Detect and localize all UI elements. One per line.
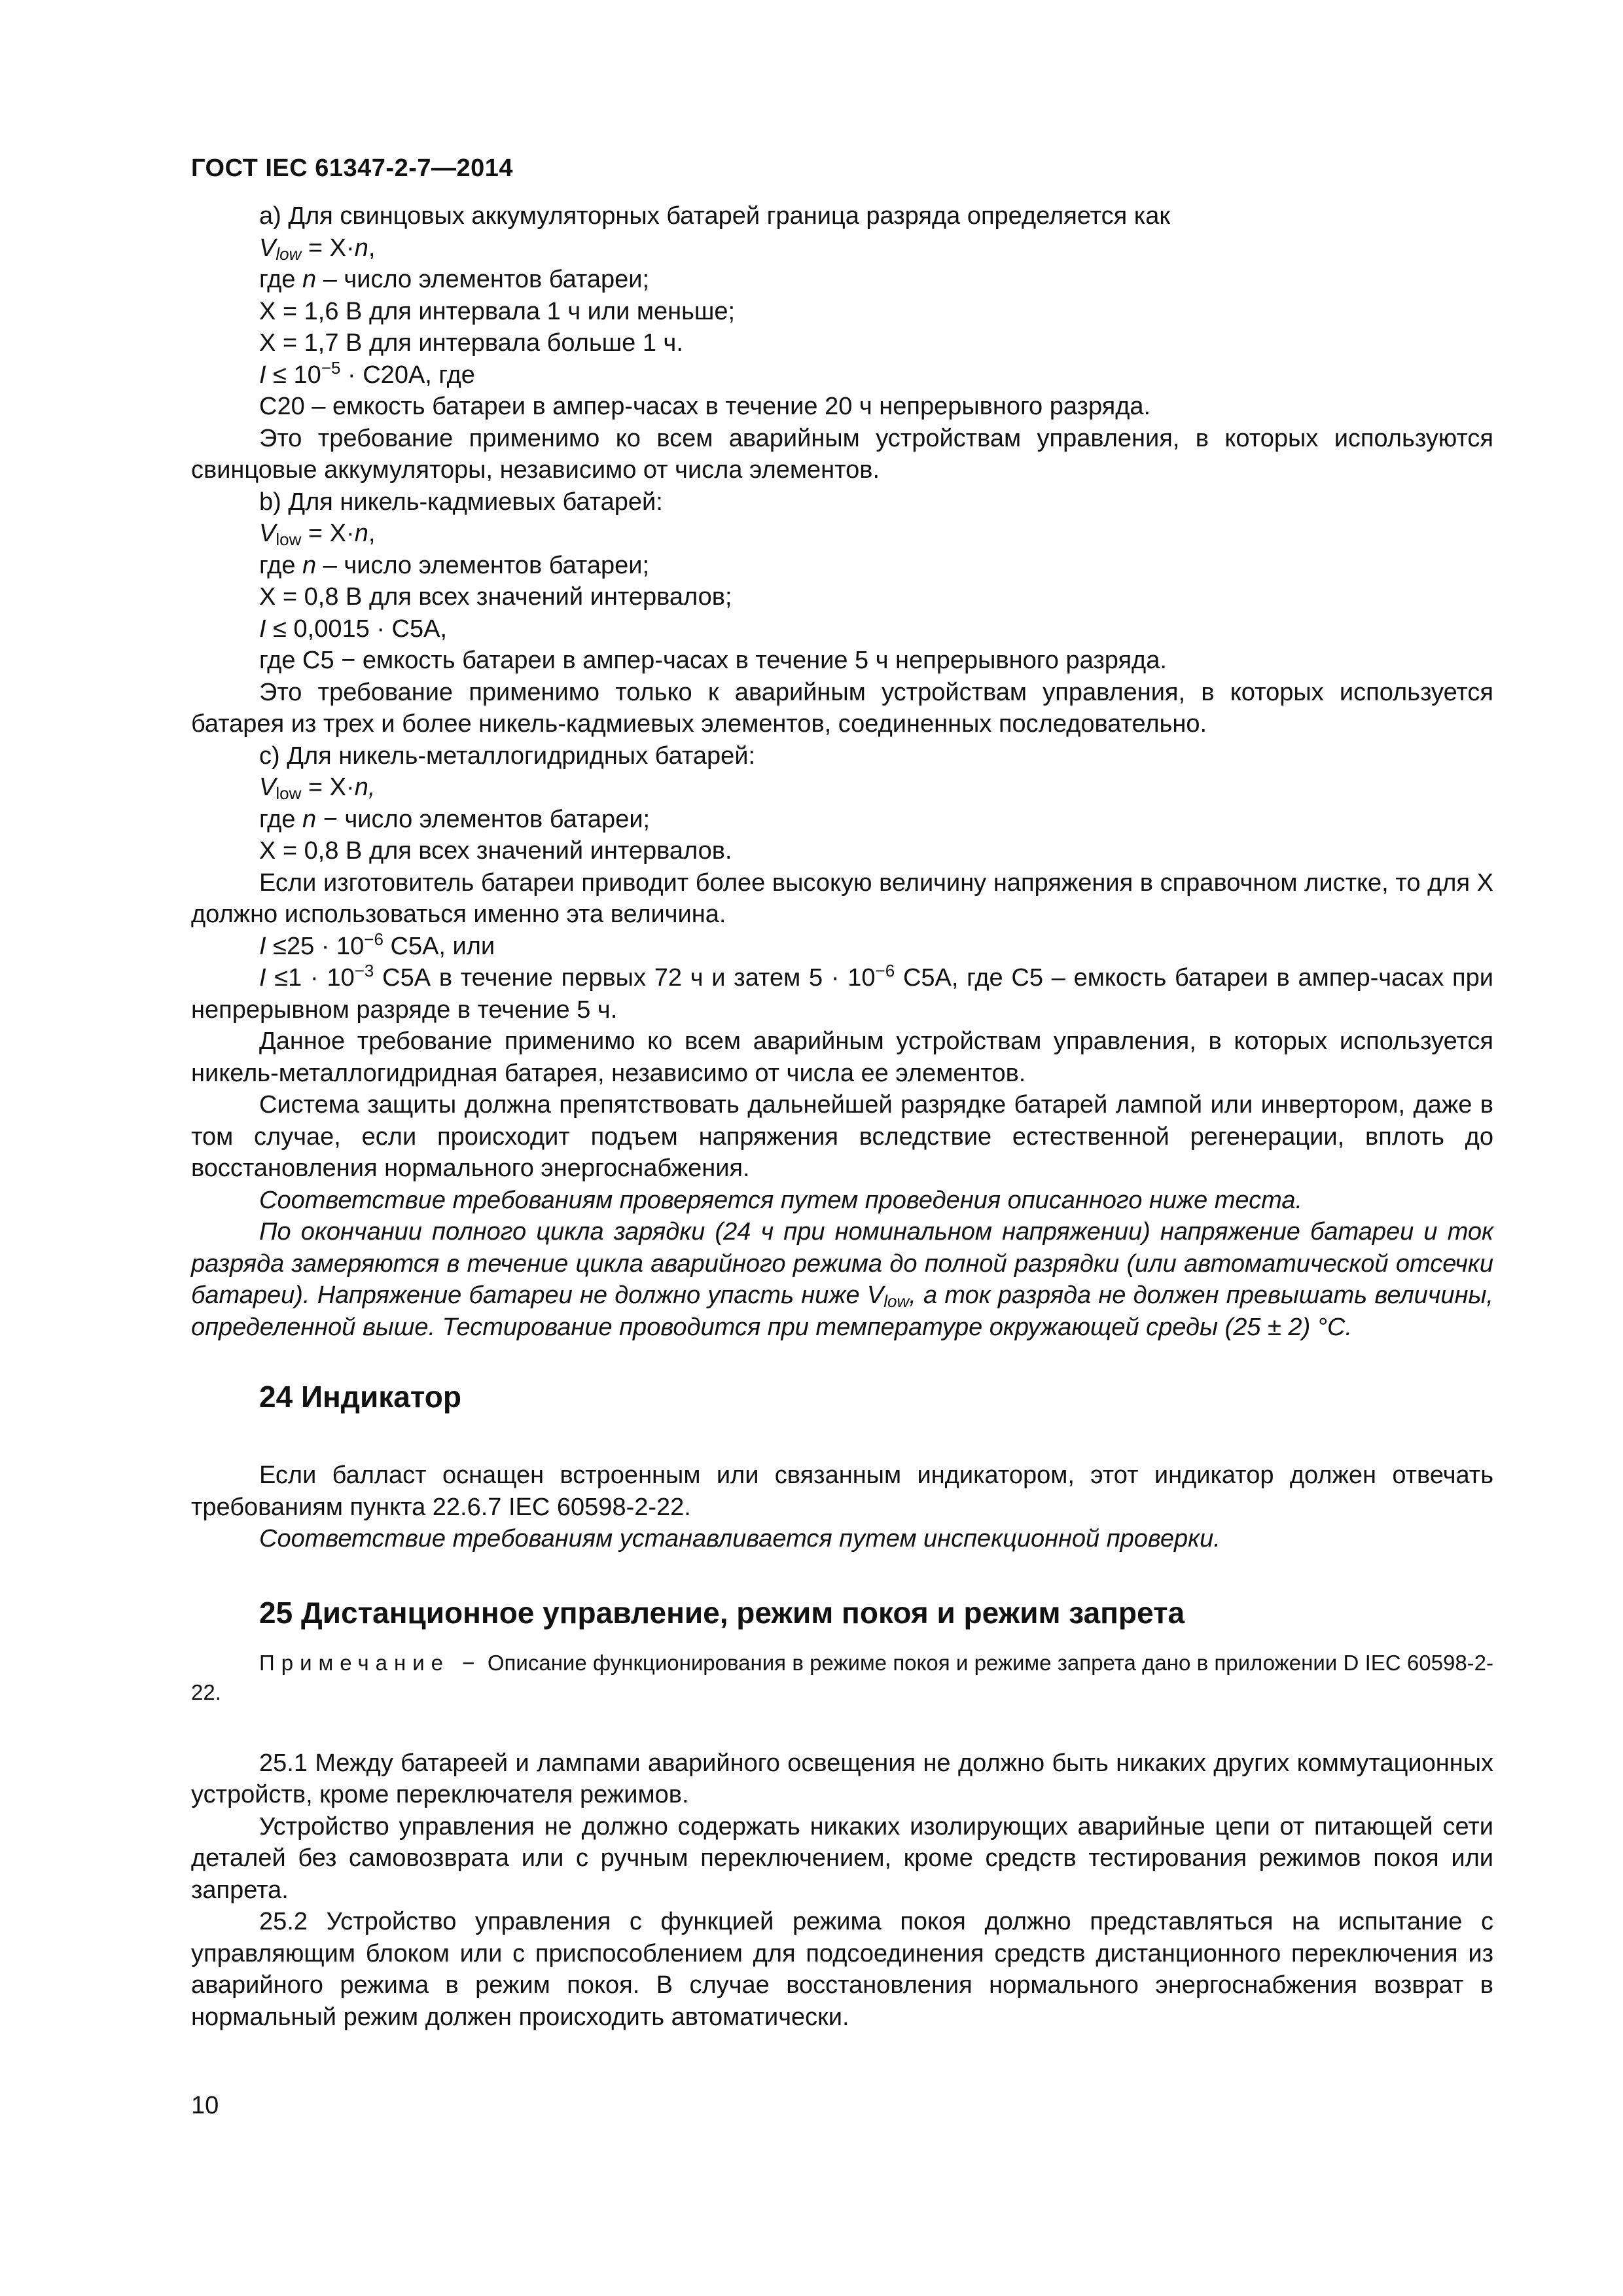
formula-vlow: $V_{low} = X\cdot n$, [259, 520, 376, 549]
value-x-1-6: X = 1,6 В для интервала 1 ч или меньше; [259, 297, 736, 325]
clause-25-1-continued: Устройство управления не должно содержать никаких изолирующих аварийные цепи от питающей сети деталей без самовозврата или с ручным переключением, кроме средств тестирования режимов покоя или запрета. [191, 1812, 1493, 1904]
note-text: Описание функционирования в режиме покоя и режиме запрета дано в приложении D IEC 60598-2-22. [191, 1650, 1494, 1704]
formula-current-c2: $I \le 1 \cdot 10^{-3}$ С5А в течение первых 72 ч и затем $5 \cdot 10^{-6}$ С5А, где С5 – емкость батареи в ампер-часах при непрерывном разряде в течение 5 ч. [191, 961, 1493, 1024]
clause-25-2: 25.2 Устройство управления с функцией режима покоя должно представляться на испытание с управляющим блоком или с приспособлением для подсоединения средств дистанционного переключения из аварийного режима в режим покоя. В случае восстановления нормального энергоснабжения возврат в нормальный режим должен происходить автоматически. [191, 1908, 1493, 2031]
formula-current-b: I ≤ 0,0015 · С5А, [259, 615, 448, 643]
section-24-heading: 24 Индикатор [259, 1380, 461, 1414]
section-24-compliance: Соответствие требованиям устанавливается путем инспекционной проверки. [259, 1525, 1221, 1552]
paragraph-b-intro: b) Для никель-кадмиевых батарей: [259, 488, 663, 516]
clause-25-1: 25.1 Между батареей и лампами аварийного освещения не должно быть никаких других коммутационных устройств, кроме переключателя режимов. [191, 1749, 1493, 1808]
definition-n: где n – число элементов батареи; [259, 266, 650, 293]
note-label: Примечание − [259, 1650, 482, 1675]
section-25-heading: 25 Дистанционное управление, режим покоя и режим запрета [259, 1595, 1185, 1630]
document-body [191, 200, 1493, 2033]
value-x-1-7: X = 1,7 В для интервала больше 1 ч. [259, 329, 683, 357]
requirement-lead: Это требование применимо ко всем аварийным устройствам управления, в которых используются свинцовые аккумуляторы, независимо от числа элементов. [191, 424, 1493, 484]
protection-system-paragraph: Система защиты должна препятствовать дальнейшей разрядке батарей лампой или инвертором, даже в том случае, если происходит подъем напряжения вследствие естественной регенерации, вплоть до восстановления нормального энергоснабжения. [191, 1091, 1493, 1182]
test-procedure-paragraph: По окончании полного цикла зарядки (24 ч при номинальном напряжении) напряжение батареи и ток разряда замеряются в течение цикла аварийного режима до полной разрядки (или автоматической отсечки батареи). Напряжение батареи не должно упасть ниже $V_{low}$, а ток разряда не должен превышать величины, определенной выше. Тестирование проводится при температуре окружающей среды (25 ± 2) °С. [191, 1218, 1493, 1341]
formula-vlow: $V_{low} = X\cdot n$, [259, 234, 376, 264]
section-24-paragraph: Если балласт оснащен встроенным или связанным индикатором, этот индикатор должен отвечать требованиям пункта 22.6.7 IEC 60598-2-22. [191, 1462, 1493, 1521]
definition-c5: где С5 − емкость батареи в ампер-часах в течение 5 ч непрерывного разряда. [259, 647, 1167, 674]
section-25-note [191, 1648, 1493, 1707]
requirement-nimh: Данное требование применимо ко всем аварийным устройствам управления, в которых используется никель-металлогидридная батарея, независимо от числа ее элементов. [191, 1028, 1493, 1087]
compliance-test-note: Соответствие требованиям проверяется путем проведения описанного ниже теста. [259, 1186, 1303, 1214]
definition-n: где n – число элементов батареи; [259, 551, 650, 579]
formula-vlow: $V_{low} = X\cdot n$, [259, 774, 376, 803]
value-x-0-8: X = 0,8 В для всех значений интервалов. [259, 837, 732, 865]
manufacturer-voltage-note: Если изготовитель батареи приводит более высокую величину напряжения в справочном листке, то для X должно использоваться именно эта величина. [191, 869, 1493, 928]
formula-current-a: $I \le 10^{-5} \cdot С20А$, где [259, 357, 475, 389]
formula-current-c1: $I \le 25 \cdot 10^{-6}$ С5А, или [259, 929, 495, 960]
page-number: 10 [191, 2092, 219, 2119]
value-x-0-8: X = 0,8 В для всех значений интервалов; [259, 583, 732, 611]
definition-n: где n − число элементов батареи; [259, 805, 651, 833]
document-header: ГОСТ IEC 61347-2-7—2014 [191, 154, 514, 182]
paragraph-c-intro: c) Для никель-металлогидридных батарей: [259, 742, 756, 770]
paragraph-a-intro: а) Для свинцовых аккумуляторных батарей граница разряда определяется как [259, 202, 1170, 230]
definition-c20: С20 – емкость батареи в ампер-часах в течение 20 ч непрерывного разряда. [259, 393, 1151, 420]
requirement-nicd: Это требование применимо только к аварийным устройствам управления, в которых используется батарея из трех и более никель-кадмиевых элементов, соединенных последовательно. [191, 678, 1493, 738]
